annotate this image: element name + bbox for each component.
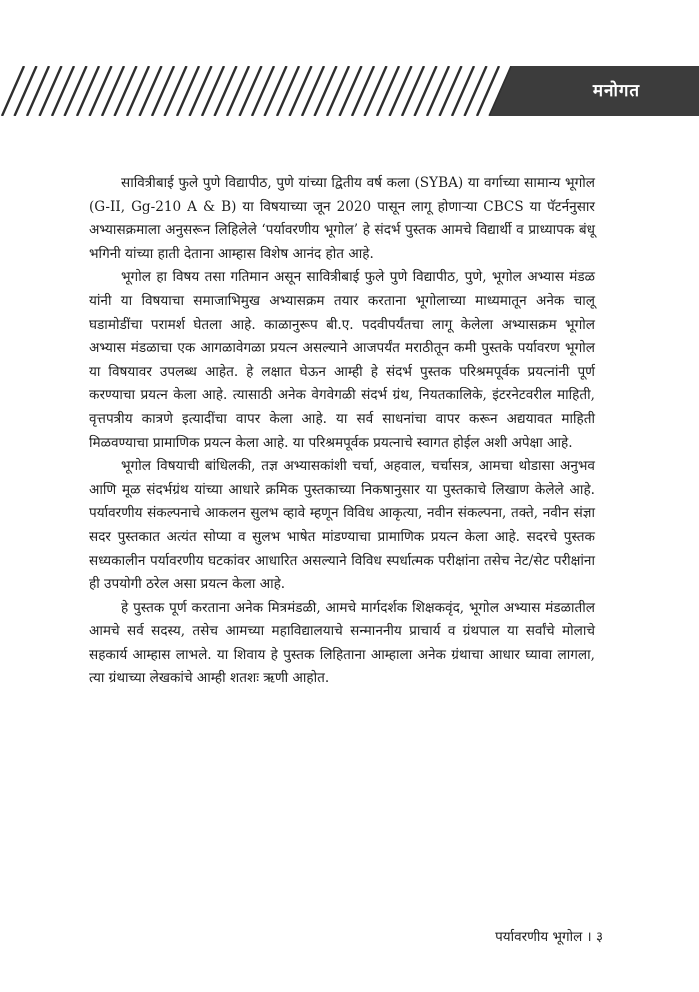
header-stripe <box>77 66 99 116</box>
header-stripe <box>365 66 387 116</box>
header-stripe <box>2 66 24 116</box>
header-stripe <box>377 66 399 116</box>
header-stripe <box>465 66 487 116</box>
header-stripe <box>40 66 62 116</box>
header-stripe <box>302 66 324 116</box>
header-stripe <box>102 66 124 116</box>
header-stripe <box>140 66 162 116</box>
header-stripe <box>190 66 212 116</box>
header-stripe <box>115 66 137 116</box>
header-stripe <box>90 66 112 116</box>
header-stripe <box>452 66 474 116</box>
header-stripe <box>15 66 37 116</box>
header-stripe <box>402 66 424 116</box>
header-stripe <box>340 66 362 116</box>
header-stripe <box>265 66 287 116</box>
header-stripe <box>390 66 412 116</box>
header-stripe <box>215 66 237 116</box>
paragraph-1: सावित्रीबाई फुले पुणे विद्यापीठ, पुणे यांच्या द्वितीय वर्ष कला (SYBA) या वर्गाच्या सामान्य भूगोल (G-II, Gg-210 A & B) या विषयाच्या जून 2020 पासून लागू होणाऱ्या CBCS या पॅटर्ननुसार अभ्यासक्रमाला अनुसरून लिहिलेले ‘पर्यावरणीय भूगोल’ हे संदर्भ पुस्तक आमचे विद्यार्थी व प्राध्यापक बंधू भगिनी यांच्या हाती देताना आम्हास विशेष आनंद होत आहे. <box>89 175 595 262</box>
header-stripe <box>440 66 462 116</box>
header-stripe <box>352 66 374 116</box>
header-stripe <box>327 66 349 116</box>
header-stripe <box>65 66 87 116</box>
header-stripe <box>127 66 149 116</box>
page-title: मनोगत <box>592 81 641 101</box>
header-stripe <box>427 66 449 116</box>
header-stripe <box>152 66 174 116</box>
header-stripe <box>415 66 437 116</box>
header-stripe <box>27 66 49 116</box>
header-stripe <box>52 66 74 116</box>
header-stripe <box>177 66 199 116</box>
header-stripe <box>290 66 312 116</box>
paragraph-4: हे पुस्तक पूर्ण करताना अनेक मित्रमंडळी, आमचे मार्गदर्शक शिक्षकवृंद, भूगोल अभ्यास मंडळातील आमचे सर्व सदस्य, तसेच आमच्या महाविद्यालयाचे सन्माननीय प्राचार्य व ग्रंथपाल या सर्वांचे मोलाचे सहकार्य आम्हास लाभले. या शिवाय हे पुस्तक लिहिताना आम्हाला अनेक ग्रंथाचा आधार घ्यावा लागला, त्या ग्रंथाच्या लेखकांचे आम्ही शतशः ऋणी आहोत. <box>89 599 595 687</box>
page-footer: पर्यावरणीय भूगोल । ३ <box>495 929 603 945</box>
header-stripe <box>227 66 249 116</box>
header-stripe <box>277 66 299 116</box>
paragraph-3: भूगोल विषयाची बांधिलकी, तज्ञ अभ्यासकांशी चर्चा, अहवाल, चर्चासत्र, आमचा थोडासा अनुभव आणि मूळ संदर्भग्रंथ यांच्या आधारे क्रमिक पुस्तकाच्या निकषानुसार या पुस्तकाचे लिखाण केलेले आहे. पर्यावरणीय संकल्पनाचे आकलन सुलभ व्हावे म्हणून विविध आकृत्या, नवीन संकल्पना, तक्ते, नवीन संज्ञा सदर पुस्तकात अत्यंत सोप्या व सुलभ भाषेत मांडण्याचा प्रामाणिक प्रयत्न केला आहे. सदरचे पुस्तक सध्यकालीन पर्यावरणीय घटकांवर आधारित असल्याने विविध स्पर्धात्मक परीक्षांना तसेच नेट/सेट परीक्षांना ही उपयोगी ठरेल असा प्रयत्न केला आहे. <box>89 458 595 593</box>
header-stripe <box>315 66 337 116</box>
header-stripe <box>202 66 224 116</box>
body-text <box>89 172 595 691</box>
paragraph-2: भूगोल हा विषय तसा गतिमान असून सावित्रीबाई फुले पुणे विद्यापीठ, पुणे, भूगोल अभ्यास मंडळ यांनी या विषयाचा समाजाभिमुख अभ्यासक्रम तयार करताना भूगोलाच्या माध्यमातून अनेक चालू घडामोडींचा परामर्श घेतला आहे. काळानुरूप बी.ए. पदवीपर्यंतचा लागू केलेला अभ्यासक्रम भूगोल अभ्यास मंडळाचा एक आगळावेगळा प्रयत्न असल्याने आजपर्यंत मराठीतून कमी पुस्तके पर्यावरण भूगोल या विषयावर उपलब्ध आहेत. हे लक्षात घेऊन आम्ही हे संदर्भ पुस्तक परिश्रमपूर्वक प्रयत्नांनी पूर्ण करण्याचा प्रयत्न केला आहे. त्यासाठी अनेक वेगवेगळी संदर्भ ग्रंथ, नियतकालिके, इंटरनेटवरील माहिती, वृत्तपत्रीय कात्रणे इत्यादींचा वापर केला आहे. या सर्व साधनांचा वापर करून अद्ययावत माहिती मिळवण्याचा प्रामाणिक प्रयत्न केला आहे. या परिश्रमपूर्वक प्रयत्नाचे स्वागत होईल अशी अपेक्षा आहे. <box>89 269 595 451</box>
header-stripe <box>165 66 187 116</box>
header-stripe <box>240 66 262 116</box>
header-stripe <box>252 66 274 116</box>
